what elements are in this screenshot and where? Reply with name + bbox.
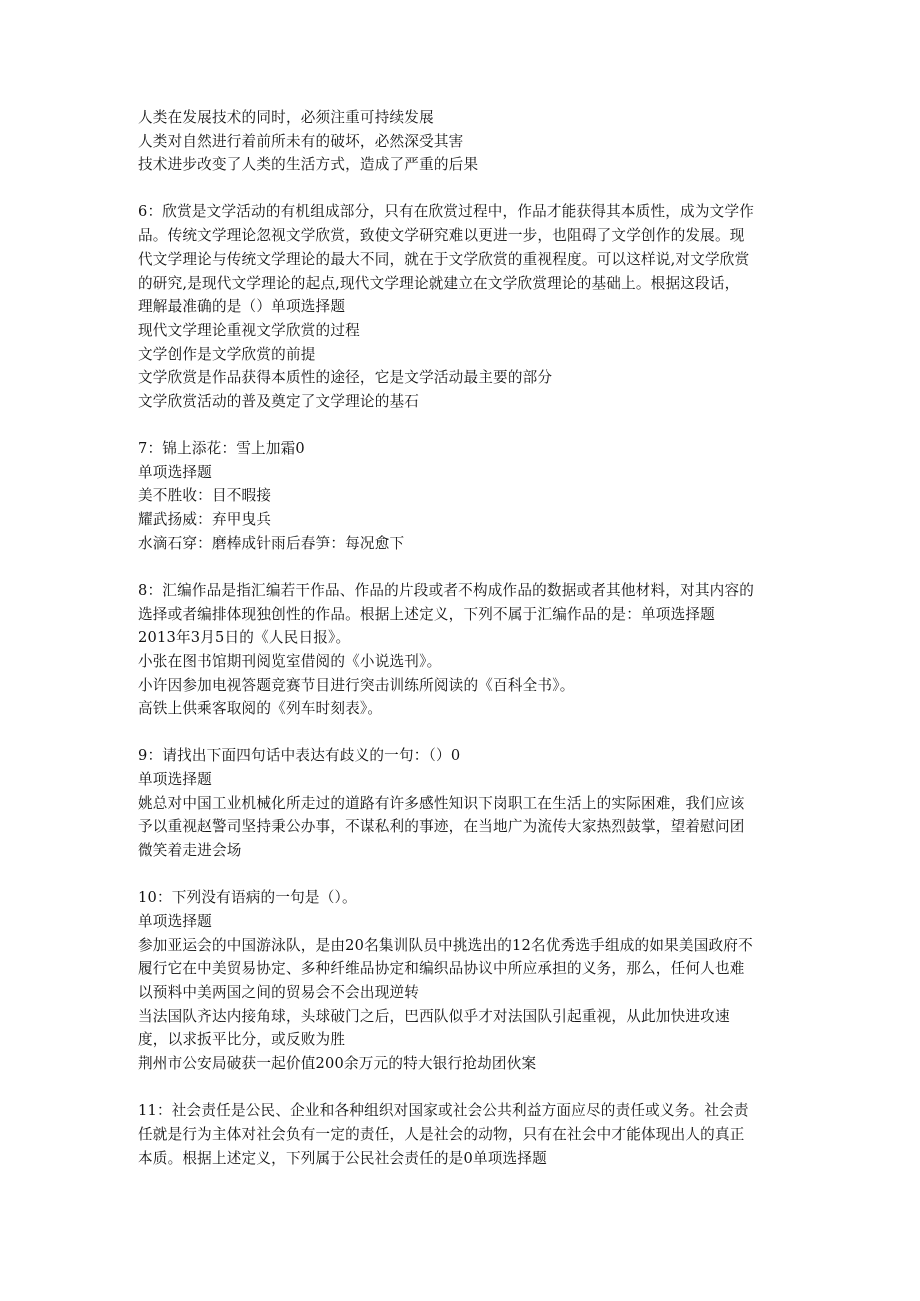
- question-text: 9：请找出下面四句话中表达有歧义的一句：（）0: [138, 747, 461, 765]
- paragraph-gap: [138, 177, 788, 200]
- question-text: 8：汇编作品是指汇编若干作品、作品的片段或者不构成作品的数据或者其他材料，对其内容的: [138, 581, 755, 599]
- question-6: [138, 200, 788, 413]
- intro-options: [138, 106, 788, 177]
- question-text: 本质。根据上述定义，下列属于公民社会责任的是0单项选择题: [138, 1149, 547, 1167]
- question-10: [138, 886, 788, 1076]
- option-line: 姚总对中国工业机械化所走过的道路有许多感性知识下岗职工在生活上的实际困难，我们应该: [138, 794, 745, 812]
- paragraph-gap: [138, 1076, 788, 1099]
- question-11: [138, 1099, 788, 1170]
- option-line: 文学欣赏活动的普及奠定了文学理论的基石: [138, 393, 420, 411]
- option-line: 小张在图书馆期刊阅览室借阅的《小说选刊》。: [138, 652, 442, 670]
- option-line: 现代文学理论重视文学欣赏的过程: [138, 321, 360, 339]
- question-text: 的研究,是现代文学理论的起点,现代文学理论就建立在文学欣赏理论的基础上。根据这段话，: [138, 274, 740, 292]
- question-text: 理解最准确的是（）单项选择题: [138, 298, 346, 316]
- option-line: 当法国队齐达内接角球，头球破门之后，巴西队似乎才对法国队引起重视，从此加快进攻速: [138, 1007, 730, 1025]
- question-type: 单项选择题: [138, 912, 212, 930]
- question-7: [138, 437, 788, 556]
- option-line: 2013年3月5日的《人民日报》。: [138, 629, 351, 647]
- option-line: 美不胜收：目不暇接: [138, 487, 272, 505]
- question-text: 品。传统文学理论忽视文学欣赏，致使文学研究难以更进一步，也阻碍了文学创作的发展。现: [138, 227, 745, 245]
- option-line: 人类在发展技术的同时，必须注重可持续发展: [138, 109, 434, 126]
- option-line: 履行它在中美贸易协定、多种纤维品协定和编织品协议中所应承担的义务，那么，任何人也难: [138, 960, 745, 978]
- question-8: [138, 579, 788, 721]
- paragraph-gap: [138, 863, 788, 886]
- option-line: 技术进步改变了人类的生活方式，造成了严重的后果: [138, 156, 479, 174]
- question-text: 11：社会责任是公民、企业和各种组织对国家或社会公共利益方面应尽的责任或义务。社会责: [138, 1102, 749, 1120]
- option-line: 荆州市公安局破获一起价值200余万元的特大银行抢劫团伙案: [138, 1055, 537, 1073]
- question-type: 单项选择题: [138, 463, 212, 481]
- option-line: 以预料中美两国之间的贸易会不会出现逆转: [138, 983, 420, 1001]
- option-line: 高铁上供乘客取阅的《列车时刻表》。: [138, 700, 383, 718]
- option-line: 水滴石穿：磨棒成针雨后春笋：每况愈下: [138, 534, 405, 552]
- question-text: 10：下列没有语病的一句是（）。: [138, 889, 357, 907]
- paragraph-gap: [138, 556, 788, 579]
- paragraph-gap: [138, 414, 788, 437]
- document-body: [138, 106, 788, 1170]
- question-text: 任就是行为主体对社会负有一定的责任，人是社会的动物，只有在社会中才能体现出人的真正: [138, 1125, 745, 1143]
- question-type: 单项选择题: [138, 771, 212, 789]
- option-line: 文学创作是文学欣赏的前提: [138, 345, 316, 363]
- option-line: 度，以求扳平比分，或反败为胜: [138, 1031, 346, 1049]
- option-line: 文学欣赏是作品获得本质性的途径，它是文学活动最主要的部分: [138, 369, 553, 387]
- option-line: 参加亚运会的中国游泳队，是由20名集训队员中挑选出的12名优秀选手组成的如果美国政府不: [138, 936, 753, 954]
- question-text: 6：欣赏是文学活动的有机组成部分，只有在欣赏过程中，作品才能获得其本质性，成为文学作: [138, 203, 755, 221]
- option-line: 耀武扬威：弃甲曳兵: [138, 511, 272, 529]
- option-line: 小许因参加电视答题竞赛节目进行突击训练所阅读的《百科全书》。: [138, 676, 575, 694]
- question-9: [138, 744, 788, 863]
- option-line: 予以重视赵警司坚持秉公办事，不谋私利的事迹，在当地广为流传大家热烈鼓掌，望着慰问团: [138, 818, 745, 836]
- paragraph-gap: [138, 721, 788, 744]
- option-line: 微笑着走进会场: [138, 842, 242, 860]
- question-text: 代文学理论与传统文学理论的最大不同，就在于文学欣赏的重视程度。可以这样说,对文学欣赏: [138, 250, 750, 268]
- option-line: 人类对自然进行着前所未有的破坏，必然深受其害: [138, 132, 464, 150]
- question-text: 选择或者编排体现独创性的作品。根据上述定义，下列不属于汇编作品的是：单项选择题: [138, 605, 715, 623]
- question-text: 7：锦上添花：雪上加霜0: [138, 440, 305, 458]
